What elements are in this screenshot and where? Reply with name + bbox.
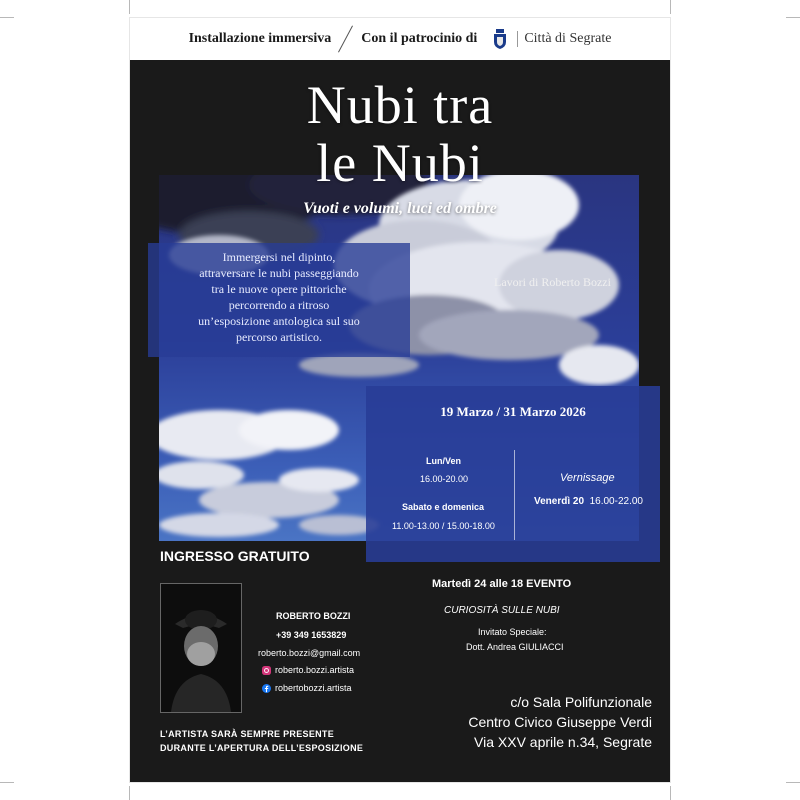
installazione-label: Installazione immersiva: [188, 31, 332, 46]
header-divider: [337, 26, 355, 52]
weekdays-label: Lun/Ven: [426, 456, 462, 466]
event-line: Martedì 24 alle 18 EVENTO: [432, 578, 572, 590]
title-line-1: Nubi tra: [306, 75, 494, 135]
intro-line: attraversare le nubi passeggiando: [199, 266, 359, 280]
segrate-crest-icon: [493, 29, 507, 49]
facebook-row: [262, 683, 352, 693]
artist-name: ROBERTO BOZZI: [276, 611, 351, 621]
event-topic: CURIOSITÀ SULLE NUBI: [444, 605, 560, 616]
instagram-icon: [262, 666, 271, 675]
intro-line: un’esposizione antologica sul suo: [198, 314, 360, 328]
schedule-divider: [514, 450, 515, 540]
intro-line: percorso artistico.: [236, 330, 322, 344]
weekdays-hours: 16.00-20.00: [420, 474, 469, 484]
artist-photo: [160, 583, 242, 713]
guest-name: Dott. Andrea GIULIACCI: [466, 642, 564, 652]
vernissage-day: Venerdì 20: [534, 496, 585, 507]
schedule-box: [366, 386, 660, 562]
author-credit: Lavori di Roberto Bozzi: [494, 275, 611, 289]
instagram-handle: roberto.bozzi.artista: [275, 665, 355, 675]
venue-line-3: Via XXV aprile n.34, Segrate: [474, 734, 652, 750]
weekend-hours: 11.00-13.00 / 15.00-18.00: [392, 521, 495, 531]
facebook-icon: [262, 684, 271, 693]
poster-subtitle: Vuoti e volumi, luci ed ombre: [303, 200, 497, 217]
poster-title: [130, 76, 670, 192]
header-bar: [130, 18, 670, 60]
weekend-label: Sabato e domenica: [402, 502, 485, 512]
exhibition-dates: 19 Marzo / 31 Marzo 2026: [440, 404, 586, 419]
patrocinio-label: Con il patrocinio di: [361, 31, 478, 46]
intro-line: Immergersi nel dipinto,: [222, 250, 336, 264]
venue-line-2: Centro Civico Giuseppe Verdi: [468, 714, 652, 730]
artist-email: roberto.bozzi@gmail.com: [258, 648, 361, 658]
intro-line: percorrendo a ritroso: [228, 298, 330, 312]
vernissage-label: Vernissage: [560, 472, 615, 484]
intro-box: [148, 243, 410, 357]
free-entry-label: INGRESSO GRATUITO: [160, 548, 310, 564]
vernissage-date: [534, 496, 643, 507]
facebook-handle: robertobozzi.artista: [275, 683, 352, 693]
artist-note-line-2: DURANTE L’APERTURA DELL’ESPOSIZIONE: [160, 743, 364, 753]
instagram-row: [262, 665, 354, 675]
intro-line: tra le nuove opere pittoriche: [211, 282, 347, 296]
venue-line-1: c/o Sala Polifunzionale: [510, 694, 652, 710]
city-name: Città di Segrate: [517, 31, 611, 47]
vernissage-hours: 16.00-22.00: [589, 496, 643, 507]
artist-phone: +39 349 1653829: [276, 630, 347, 640]
guest-label: Invitato Speciale:: [478, 627, 547, 637]
artist-note-line-1: L’ARTISTA SARÀ SEMPRE PRESENTE: [160, 729, 335, 739]
title-line-2: le Nubi: [316, 133, 484, 193]
